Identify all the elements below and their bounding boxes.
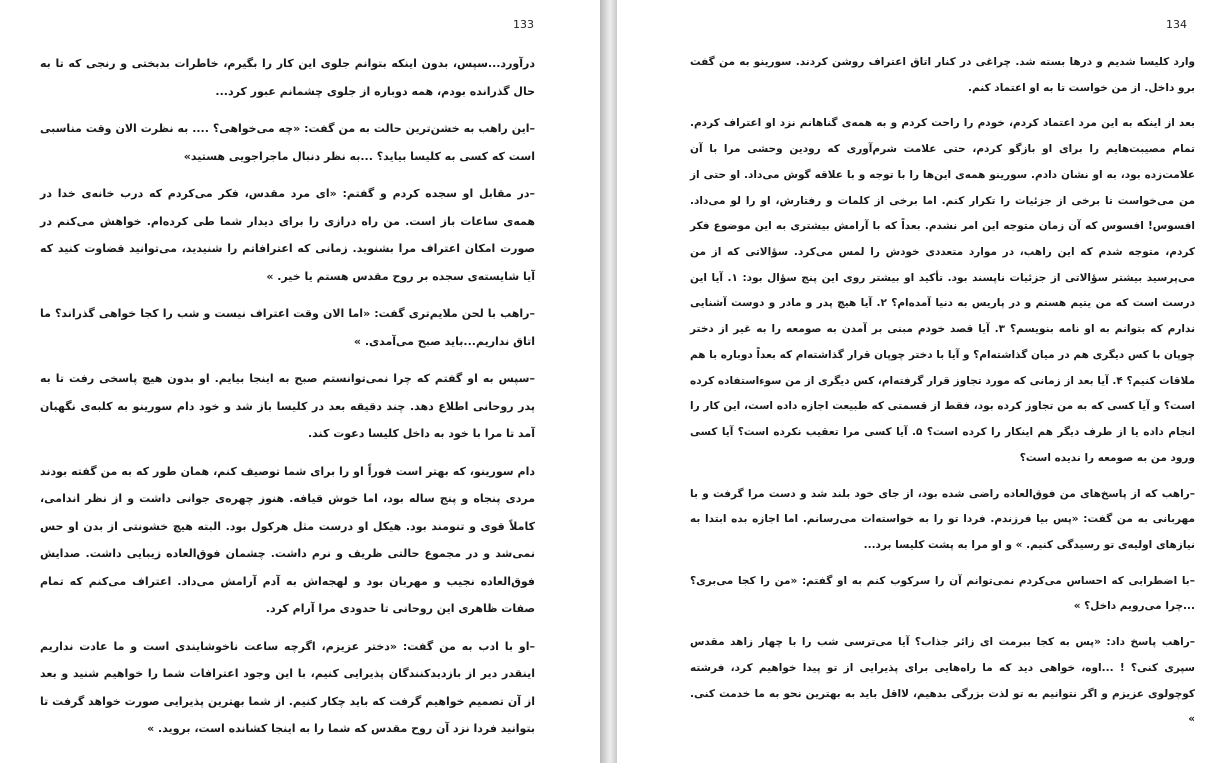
page-number: 133 <box>513 18 534 31</box>
paragraph: –در مقابل او سجده کردم و گفتم: «ای مرد مقدس، فکر می‌کردم که درب خانه‌ی خدا در همه‌ی ساعات باز است. من راه درازی را برای دیدار شما طی کرده‌ام. خواهش می‌کنم در صورت امکان اعتراف مرا بشنوید. زمانی که اعترافاتم را شنیدید، می‌توانید قضاوت کنید که آیا شایسته‌ی سجده بر روح مقدس هستم یا خیر. » <box>40 187 535 283</box>
page-text-block <box>40 50 535 753</box>
paragraph: درآورد...سپس، بدون اینکه بتوانم جلوی این کار را بگیرم، خاطرات بدبختی و رنجی که تا به حال گذرانده بودم، همه دوباره از جلوی چشمانم عبور کرد... <box>40 57 535 98</box>
page-text-block <box>690 50 1195 743</box>
left-page <box>0 0 600 763</box>
paragraph: –با اضطرابی که احساس می‌کردم نمی‌توانم آن را سرکوب کنم به او گفتم: «من را کجا می‌بری؟ ...چرا می‌رویم داخل؟ » <box>690 574 1195 613</box>
book-gutter <box>600 0 617 763</box>
paragraph: –راهب که از پاسخ‌های من فوق‌العاده راضی شده بود، از جای خود بلند شد و دست مرا گرفت و با مهربانی به من گفت: «پس بیا فرزندم. فردا تو را به خواسته‌ات می‌رسانم. اما اجازه بده ابتدا به نیازهای اولیه‌ی تو رسیدگی کنیم. » و او مرا به پشت کلیسا برد... <box>690 487 1195 551</box>
paragraph: –او با ادب به من گفت: «دختر عزیزم، اگرچه ساعت ناخوشایندی است و ما عادت نداریم اینقدر دیر از بازدیدکنندگان پذیرایی کنیم، با این وجود اعترافات شما را خواهیم شنید و بعد از آن تصمیم خواهیم گرفت که باید چکار کنیم. از شما بهترین پذیرایی صورت خواهد گرفت تا بتوانید فردا نزد آن روح مقدس که شما را به اینجا کشانده است، بروید. » <box>40 639 535 735</box>
page-number: 134 <box>1166 18 1187 31</box>
paragraph: بعد از اینکه به این مرد اعتماد کردم، خودم را راحت کردم و به همه‌ی گناهانم نزد او اعتراف کردم. تمام مصیبت‌هایم را برای او بازگو کردم، حتی علامت شرم‌آوری که رودین وحشی مرا با آن علامت‌زده بود، به او نشان دادم. سورینو همه‌ی این‌ها را با توجه و با علاقه گوش می‌داد. او حتی از من می‌خواست تا برخی از جزئیات را تکرار کنم. اما برخی از کلمات و رفتارش، او را لو می‌داد. افسوس! افسوس که آن زمان متوجه این امر نشدم. بعداً که با آرامش بیشتری به این موضوع فکر کردم، متوجه شدم که این راهب، در موارد متعددی خودش را لمس می‌کرد. سؤالاتی که از من می‌پرسید بیشتر سؤالاتی از جزئیات ناپسند بود. تأکید او بیشتر روی این پنج سؤال بود: ۱. آیا این درست است که من یتیم هستم و در پاریس به دنیا آمده‌ام؟ ۲. آیا هیچ پدر و مادر و دوست آشنایی ندارم که بتوانم به او نامه بنویسم؟ ۳. آیا قصد خودم مبنی بر آمدن به صومعه را به غیر از دختر چوپان با کس دیگری هم در میان گذاشته‌ام؟ و آیا با دختر چوپان قرار گذاشته‌ام که بعداً دوباره با هم ملاقات کنیم؟ ۴. آیا بعد از زمانی که مورد تجاوز قرار گرفته‌ام، کس دیگری از من سوءاستفاده کرده است؟ و آیا کسی که به من تجاوز کرده بود، فقط از قسمتی که طبیعت اجازه داده است، این کار را انجام داده یا از طرف دیگر هم اینکار را کرده است؟ ۵. آیا کسی مرا تعقیب نکرده است؟ آیا کسی ورود من به صومعه را ندیده است؟ <box>690 117 1196 464</box>
paragraph: –این راهب به خشن‌ترین حالت به من گفت: «چه می‌خواهی؟ .... به نظرت الان وقت مناسبی است که کسی به کلیسا بیاید؟ ...به نظر دنبال ماجراجویی هستید» <box>40 122 535 163</box>
paragraph: –راهب با لحن ملایم‌تری گفت: «اما الان وقت اعتراف نیست و شب را کجا خواهی گذراند؟ ما اتاق نداریم...باید صبح می‌آمدی. » <box>40 307 535 348</box>
paragraph: –راهب پاسخ داد: «پس به کجا ببرمت ای زائر جذاب؟ آیا می‌ترسی شب را با چهار زاهد مقدس سپری کنی؟ ! ...اوه، خواهی دید که ما راه‌هایی برای پذیرایی از تو پیدا خواهیم کرد، فرشته کوچولوی عزیزم و اگر نتوانیم به تو لذت بزرگی بدهیم، لااقل باید به بهترین نحو به ما خدمت کنی. » <box>690 636 1195 726</box>
paragraph: –سپس به او گفتم که چرا نمی‌توانستم صبح به اینجا بیایم. او بدون هیچ پاسخی رفت تا به پدر روحانی اطلاع دهد. چند دقیقه بعد در کلیسا باز شد و خود دام سورینو به کلبه‌ی نگهبان آمد تا مرا با خود به داخل کلیسا دعوت کند. <box>40 372 535 440</box>
paragraph: وارد کلیسا شدیم و درها بسته شد. چراغی در کنار اتاق اعتراف روشن کردند. سورینو به من گفت برو داخل. از من خواست تا به او اعتماد کنم. <box>690 56 1195 94</box>
paragraph: دام سورینو، که بهتر است فوراً او را برای شما توصیف کنم، همان طور که به من گفته بودند مردی پنجاه و پنج ساله بود، اما خوش قیافه. هنوز چهره‌ی جوانی داشت و از نظر اندامی، کاملاً قوی و تنومند بود. هیکل او درست مثل هرکول بود. البته هیچ خشونتی از بدن او حس نمی‌شد و در مجموع حالتی ظریف و نرم داشت. چشمان فوق‌العاده زیبایی داشت. صدایش فوق‌العاده نجیب و مهربان بود و لهجه‌اش به آدم آرامش می‌داد. اعتراف می‌کنم که تمام صفات ظاهری این روحانی تا حدودی مرا آرام کرد. <box>40 464 535 615</box>
right-page <box>617 0 1225 763</box>
